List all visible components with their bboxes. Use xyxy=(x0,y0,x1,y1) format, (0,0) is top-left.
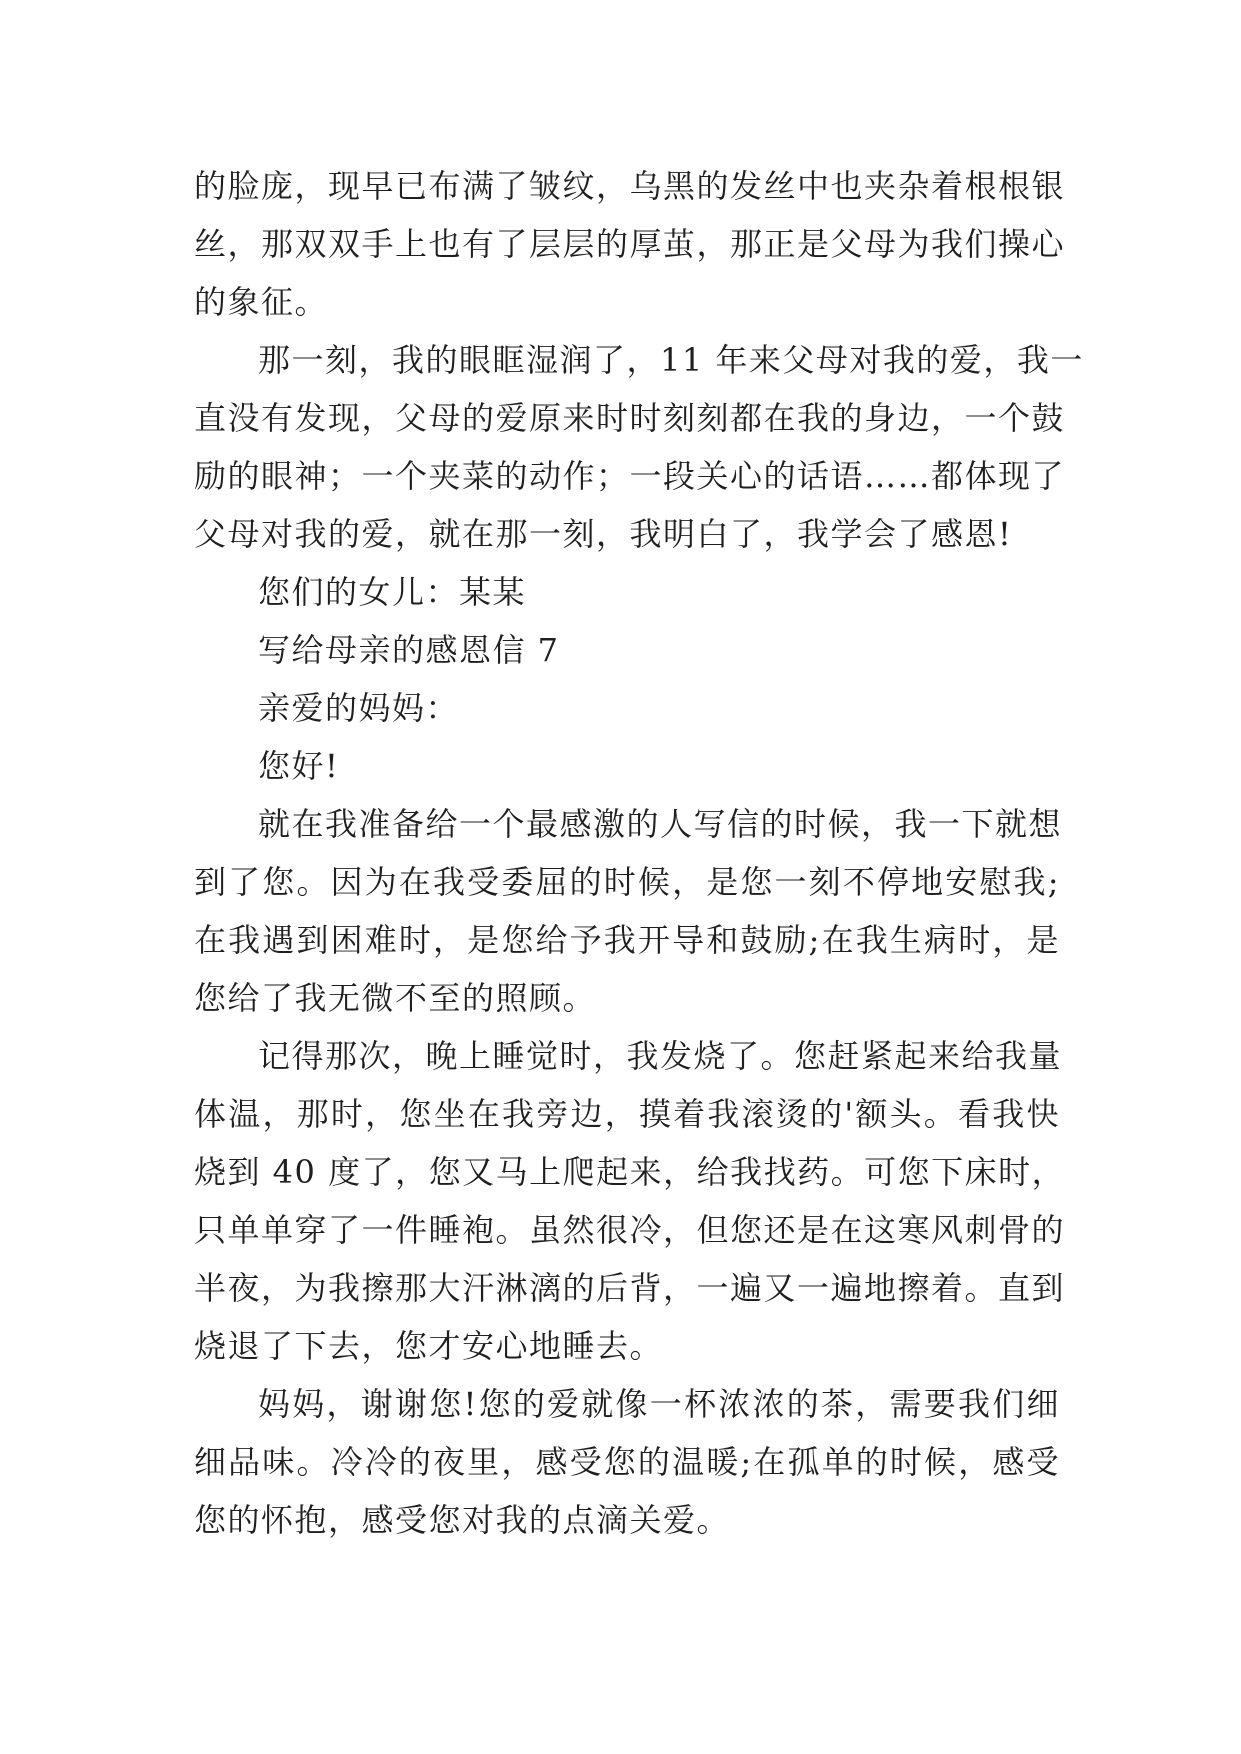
text-line: 丝，那双双手上也有了层层的厚茧，那正是父母为我们操心 xyxy=(194,225,1066,263)
text-line: 记得那次，晚上睡觉时，我发烧了。您赶紧起来给我量 xyxy=(258,1037,1063,1075)
salutation xyxy=(194,679,1060,737)
paragraph-5 xyxy=(194,1375,1060,1549)
signature xyxy=(194,563,1060,621)
text-line: 的象征。 xyxy=(194,283,329,321)
text-line: 直没有发现，父母的爱原来时时刻刻都在我的身边，一个鼓 xyxy=(194,399,1066,437)
text-line: 就在我准备给一个最感激的人写信的时候，我一下就想 xyxy=(258,805,1063,843)
paragraph-2 xyxy=(194,331,1084,563)
text-line: 体温，那时，您坐在我旁边，摸着我滚烫的'额头。看我快 xyxy=(194,1095,1060,1133)
paragraph-4 xyxy=(194,1027,1066,1375)
text-line: 细品味。冷冷的夜里，感受您的温暖;在孤单的时候，感受 xyxy=(194,1443,1060,1481)
text-line: 亲爱的妈妈： xyxy=(258,689,460,727)
letter-title xyxy=(194,621,1060,679)
text-line: 半夜，为我擦那大汗淋漓的后背，一遍又一遍地擦着。直到 xyxy=(194,1269,1066,1307)
text-line: 写给母亲的感恩信 7 xyxy=(258,631,560,669)
text-line: 只单单穿了一件睡袍。虽然很冷，但您还是在这寒风刺骨的 xyxy=(194,1211,1066,1249)
letter-body xyxy=(194,157,1084,1549)
text-line: 到了您。因为在我受委屈的时候，是您一刻不停地安慰我; xyxy=(194,863,1060,901)
text-line: 励的眼神；一个夹菜的动作；一段关心的话语……都体现了 xyxy=(194,457,1066,495)
text-line: 您们的女儿：某某 xyxy=(258,573,527,611)
text-line: 那一刻，我的眼眶湿润了，11 年来父母对我的爱，我一 xyxy=(258,341,1084,379)
text-line: 您的怀抱，感受您对我的点滴关爱。 xyxy=(194,1501,731,1539)
text-line: 您好! xyxy=(258,747,340,785)
text-line: 父母对我的爱，就在那一刻，我明白了，我学会了感恩! xyxy=(194,515,1013,553)
paragraph-3 xyxy=(194,795,1063,1027)
text-line: 在我遇到困难时，是您给予我开导和鼓励;在我生病时，是 xyxy=(194,921,1060,959)
text-line: 您给了我无微不至的照顾。 xyxy=(194,979,597,1017)
text-line: 烧到 40 度了，您又马上爬起来，给我找药。可您下床时， xyxy=(194,1153,1066,1191)
greeting xyxy=(194,737,1060,795)
paragraph-1 xyxy=(194,157,1066,331)
text-line: 烧退了下去，您才安心地睡去。 xyxy=(194,1327,664,1365)
text-line: 妈妈，谢谢您!您的爱就像一杯浓浓的茶，需要我们细 xyxy=(258,1385,1060,1423)
text-line: 的脸庞，现早已布满了皱纹，乌黑的发丝中也夹杂着根根银 xyxy=(194,167,1066,205)
